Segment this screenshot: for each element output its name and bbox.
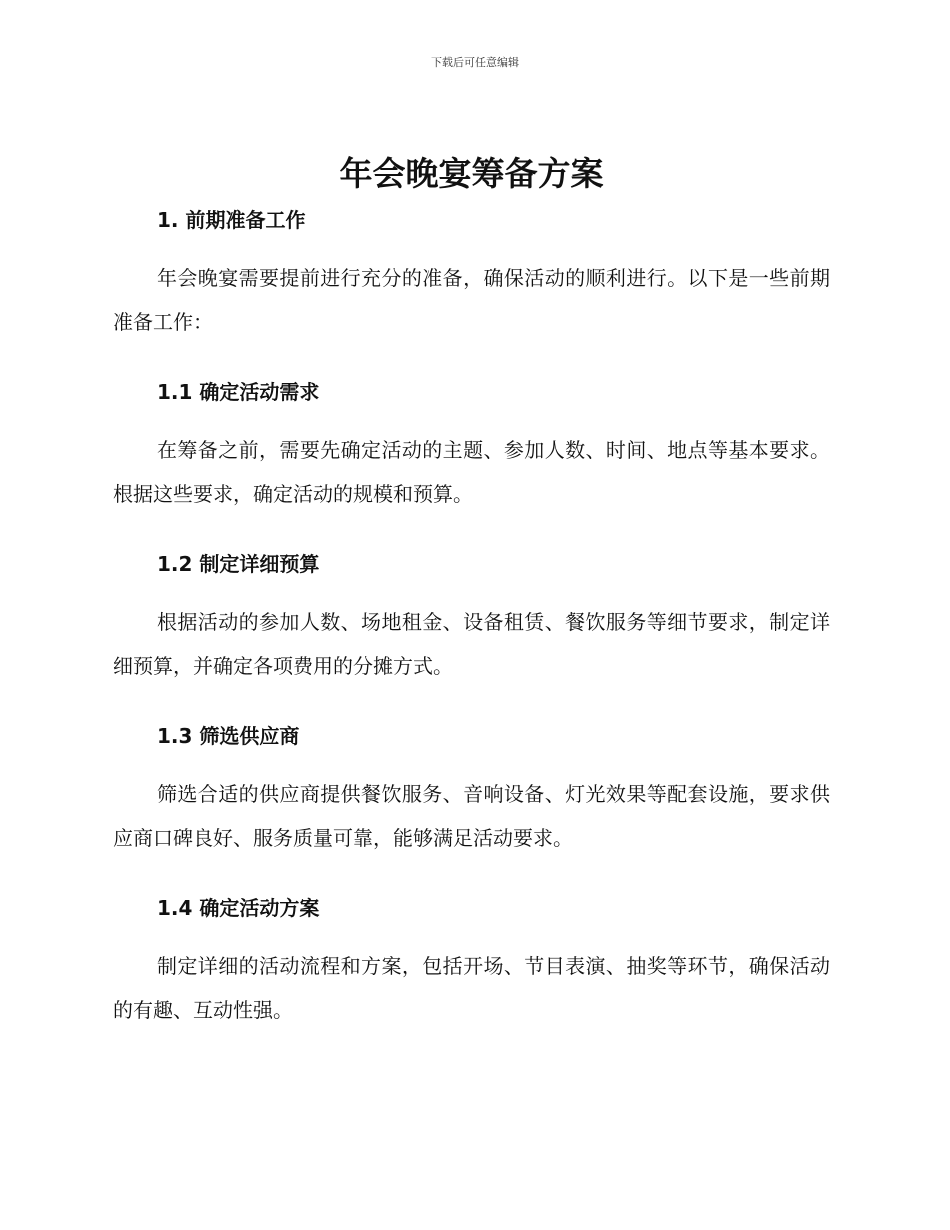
section-heading: 1. 前期准备工作 — [157, 208, 306, 232]
subsection-paragraph: 筛选合适的供应商提供餐饮服务、音响设备、灯光效果等配套设施，要求供应商口碑良好、服务质量可靠，能够满足活动要求。 — [113, 782, 830, 850]
subsection-paragraph: 制定详细的活动流程和方案，包括开场、节目表演、抽奖等环节，确保活动的有趣、互动性强。 — [113, 954, 830, 1022]
subsection-heading: 1.3 筛选供应商 — [157, 724, 300, 748]
subsection-heading: 1.2 制定详细预算 — [157, 552, 320, 576]
document-body — [113, 150, 830, 1032]
section-intro-paragraph: 年会晚宴需要提前进行充分的准备，确保活动的顺利进行。以下是一些前期准备工作： — [113, 266, 830, 334]
subsection-heading: 1.4 确定活动方案 — [157, 896, 320, 920]
subsection-heading: 1.1 确定活动需求 — [157, 380, 320, 404]
subsection-paragraph: 根据活动的参加人数、场地租金、设备租赁、餐饮服务等细节要求，制定详细预算，并确定各项费用的分摊方式。 — [113, 610, 830, 678]
subsection-paragraph: 在筹备之前，需要先确定活动的主题、参加人数、时间、地点等基本要求。根据这些要求，确定活动的规模和预算。 — [113, 438, 830, 506]
page-header-note: 下载后可任意编辑 — [431, 56, 519, 69]
document-title: 年会晚宴筹备方案 — [339, 154, 604, 193]
